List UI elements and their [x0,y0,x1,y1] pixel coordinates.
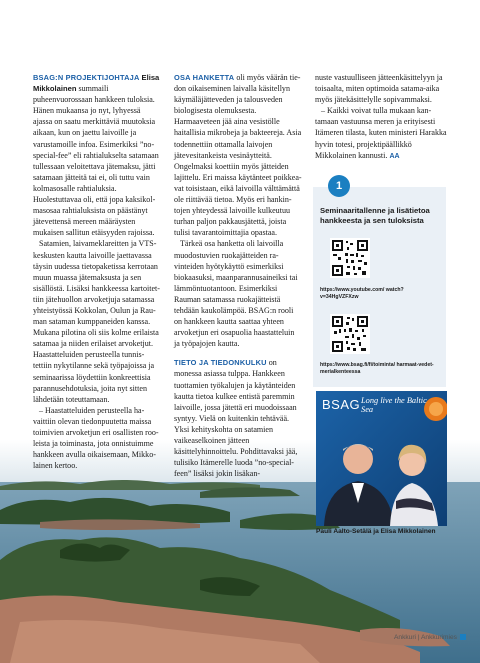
paragraph: nuste vastuulliseen jätteenkäsittelyyn ja toisaalta, miten optimoida satama-aika myös jätekäsittelylle sopivammaksi. [315,73,443,105]
info-title: Seminaaritallenne ja lisätietoa hankkeesta ja sen tuloksista [320,206,430,225]
article-column-1 [33,72,160,471]
paragraph-lead: TIETO JA TIEDONKULKU [174,358,267,368]
paragraph [315,105,447,161]
paragraph-text: – Kaikki voivat tulla mukaan kantamaan vastuunsa meren ja erityisesti Itämeren tilasta, kuten ministeri Harakka hyvin totesi, projektipäällikkö Mikkolainen kannusti. [315,106,447,160]
end-mark-icon: AA [389,152,400,160]
paragraph: – Haastatteluiden perusteella havaittiin olevan tiedonpuutetta maissa toimivien arvoketjun eri osallisten rooleista ja toiminasta, jota onnistuimme hankkeen avulla oikaisemaan, Mikkolainen kertoo. [33,405,159,471]
paragraph-text: oli myös väärän tiedon oikaiseminen laivalla käsitellyn käymäläjätteveden ja talousveden biologisesta olemuksesta. Harmaaveteen jää aina vesistölle haitallisia mikrobeja ja bakteereja. Asia todennettiin ottamalla laivojen jätevesitankeista vesinäytteitä. Ongelmaksi koettiin myös jätteiden lajittelu. Eri maissa käytänteet poikkeavat toisistaan, eikä laivoilla välttämättä ole riittävää tietoa. Myös eri hankintojen yhteydessä laivoille kulkeutuu turhan paljon pakkausjätettä, joista tulisi tavarantoimittajia opastaa. [174,73,302,238]
page-footer [394,634,466,641]
paragraph-text: on monessa asiassa tulppa. Hankkeen tuottamien työkalujen ja käytänteiden kautta tietoa kulkee entistä paremmin laivoille, jossa jätettä eri muodoissaan syntyy. Vielä on kuitenkin tehtävää. Yksi kehityskohta on satamien vaikeaselkoinen jätteen käsittelyhinnoittelu. Pohdittavaksi jää, tulisiko Itämerelle luoda ”no-special-feen” lisäksi jokin lisäkan- [174,358,298,479]
paragraph [174,357,302,479]
info-number-badge: 1 [328,175,350,197]
youtube-link[interactable]: https://www.youtube.com/ watch?v=34HgVZFXzw [320,287,404,300]
paragraph-lead: BSAG:N PROJEKTIJOHTAJA [33,73,140,82]
paragraph [33,72,160,238]
qr-code-icon[interactable] [330,314,370,354]
paragraph [174,72,302,238]
footer-text: Ankkuri | Ankkurimies [394,634,457,641]
paragraph: Tärkeä osa hanketta oli laivoilla muodostuvien ruokajätteiden ravinteiden hyötykäyttö esimerkiksi biokaasuksi, maanparannusaineiksi tai lämmöntuotantoon. Esimerkiksi Rauman satamassa ruokajätteistä tehdään kaukolämpöä. BSAG:n rooli on hankkeen kautta saattaa yhteen arvoketjun eri osapuolia haastatteluin ja työpajojen kautta. [174,239,298,349]
paragraph-lead: OSA HANKETTA [174,73,235,82]
footer-square-icon [460,634,466,640]
person-name: Elisa Mikkolainen [33,73,160,94]
article-column-2 [174,72,302,479]
bsag-tagline: Long live the Baltic Sea [361,396,427,414]
bsag-link[interactable]: https://www.bsag.fi/fi/toiminta/ harmaat-vedet-merialkenteessa [320,362,434,375]
article-column-3 [315,72,447,162]
paragraph: Satamien, laivameklareitten ja VTS-keskusten kautta laivoille jaettavassa täysin uudessa tietopaketissa kerrotaan muun muassa jätemaksusta ja sen sisällöstä. Lisäksi hankkeessa kartoitettiin jätehuollon arvoketjuja satamassa yhteistyössä Kokkolan, Oulun ja Rauman sataman kumppaneiden kanssa. Mukana pilotina oli siis kolme erilaista satamaa ja niiden erilaiset arvoketjut. Haastatteluiden perusteella tunnistettiin nykytilanne sekä työpajoissa ja seminaarissa löydettiin konkreettisia parannusehdotuksia, joita nyt sitten lähdetään toteuttamaan. [33,239,160,404]
photo-caption: Pauli Aalto-Setälä ja Elisa Mikkolainen [316,528,436,535]
bsag-logo: BSAG [322,397,361,412]
qr-code-icon[interactable] [330,238,370,278]
paragraph-text: summaili puheenvuorossaan hankkeen tuloksia. Hänen mukaansa jo nyt, lyhyessä ajassa on saatu merkittäviä muutoksia aikaan, kun on jaettu laivoille ja varustamoille infoa. Esimerkiksi ”no-special-fee” eli rahtialukselta satamaan tullessaan veloitettava jätemaksu, jätti satamaan jätteitä tai ei, oli tuttu vain kolmasosalle rahtialuksia. Huolestuttavaa oli, että jopa kaksikolmasosaa rahtialuksista on päästänyt jätevettensä mereen määräysten mukaisen sallitun etäisyyden rajoissa. [33,84,159,238]
